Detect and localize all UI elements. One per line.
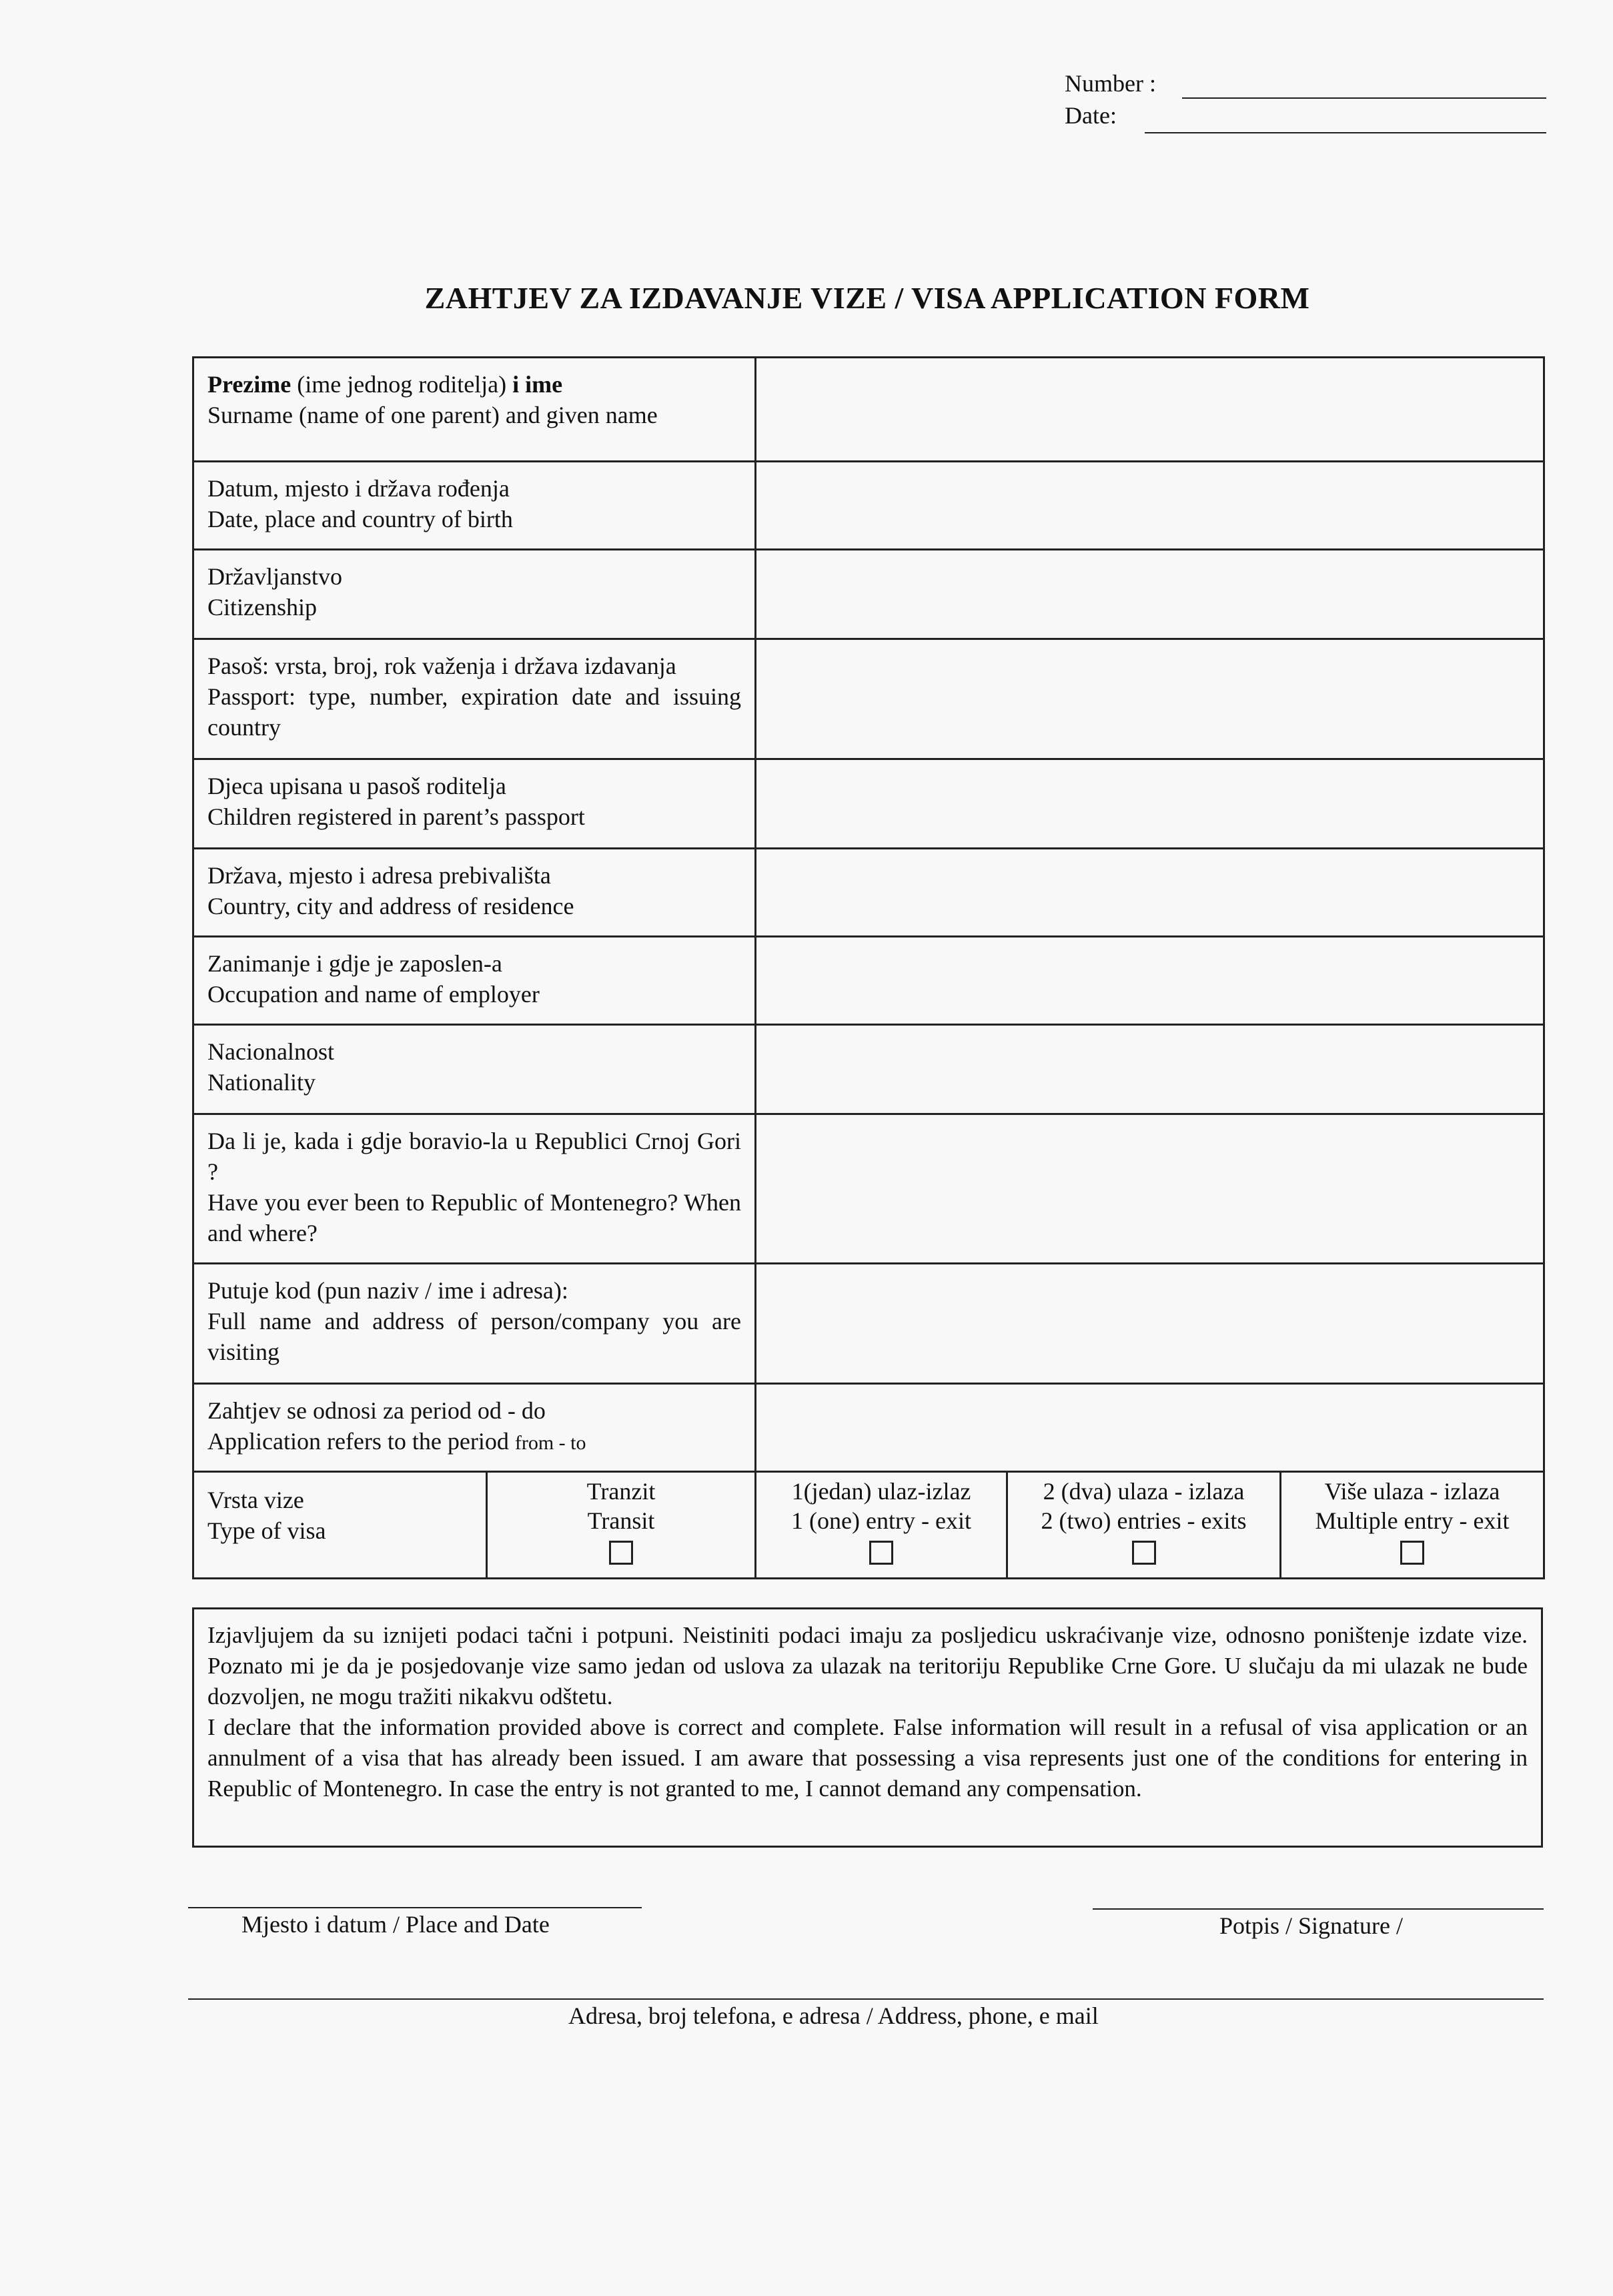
form-row-citizenship — [193, 550, 1544, 639]
field-label-nationality: Nacionalnost Nationality — [193, 1025, 756, 1114]
nationality-input-cell[interactable] — [756, 1025, 1544, 1114]
visa-option-single-entry: 1(jedan) ulaz-izlaz 1 (one) entry - exit — [756, 1472, 1007, 1579]
multiple-entry-checkbox[interactable] — [1400, 1541, 1424, 1565]
name-input-cell[interactable] — [756, 358, 1544, 462]
passport-input-cell[interactable] — [756, 639, 1544, 759]
form-row-nationality — [193, 1025, 1544, 1114]
declaration-local: Izjavljujem da su iznijeti podaci tačni i potpuni. Neistiniti podaci imaju za posljedicu uskraćivanje vize, odnosno poništenje izdate vize. Poznato mi je da je posjedovanje vize samo jedan od uslova za ulazak na teritoriju Republike Crne Gore. U slučaju da mi ulazak ne bude dozvoljen, ne mogu tražiti nikakvu odštetu. — [207, 1622, 1528, 1709]
form-row-host — [193, 1264, 1544, 1384]
declaration-english: I declare that the information provided above is correct and complete. False information will result in a refusal of visa application or an annulment of a visa that has already been issued. I am aware that possessing a visa represents just one of the conditions for entering in Republic of Montenegro. In case the entry is not granted to me, I cannot demand any compensation. — [207, 1714, 1528, 1802]
host-input-cell[interactable] — [756, 1264, 1544, 1384]
period-input-cell[interactable] — [756, 1384, 1544, 1472]
children-input-cell[interactable] — [756, 759, 1544, 849]
single-entry-checkbox[interactable] — [869, 1541, 893, 1565]
date-field[interactable] — [1145, 132, 1546, 133]
field-label-host: Putuje kod (pun naziv / ime i adresa): Full name and address of person/company you are visiting — [193, 1264, 756, 1384]
visa-option-multiple-entry: Više ulaza - izlaza Multiple entry - exit — [1281, 1472, 1544, 1579]
field-label-children: Djeca upisana u pasoš roditelja Children registered in parent’s passport — [193, 759, 756, 849]
citizenship-input-cell[interactable] — [756, 550, 1544, 639]
contact-line[interactable] — [188, 1998, 1544, 2000]
form-title: ZAHTJEV ZA IZDAVANJE VIZE / VISA APPLICATION FORM — [424, 281, 1310, 315]
transit-checkbox[interactable] — [609, 1541, 633, 1565]
field-label-previous-visit: Da li je, kada i gdje boravio-la u Republici Crnoj Gori ? Have you ever been to Republic of Montenegro? When and where? — [193, 1114, 756, 1264]
occupation-input-cell[interactable] — [756, 937, 1544, 1025]
form-row-period — [193, 1384, 1544, 1472]
field-label-period: Zahtjev se odnosi za period od - do Application refers to the period from - to — [193, 1384, 756, 1472]
visa-option-double-entry: 2 (dva) ulaza - izlaza 2 (two) entries - exits — [1007, 1472, 1281, 1579]
residence-input-cell[interactable] — [756, 849, 1544, 937]
form-row-birth — [193, 462, 1544, 550]
date-label: Date: — [1065, 102, 1117, 129]
form-row-passport — [193, 639, 1544, 759]
form-row-visa-type — [193, 1472, 1544, 1579]
declaration-box — [192, 1607, 1543, 1848]
birth-input-cell[interactable] — [756, 462, 1544, 550]
contact-label: Adresa, broj telefona, e adresa / Address, phone, e mail — [568, 2002, 1099, 2029]
form-row-previous-visit — [193, 1114, 1544, 1264]
form-row-children — [193, 759, 1544, 849]
form-row-occupation — [193, 937, 1544, 1025]
place-date-label: Mjesto i datum / Place and Date — [241, 1911, 550, 1938]
field-label-occupation: Zanimanje i gdje je zaposlen-a Occupation and name of employer — [193, 937, 756, 1025]
field-label-passport: Pasoš: vrsta, broj, rok važenja i država izdavanja Passport: type, number, expiration date and issuing country — [193, 639, 756, 759]
visa-type-label: Vrsta vize Type of visa — [193, 1472, 487, 1579]
previous-visit-input-cell[interactable] — [756, 1114, 1544, 1264]
number-field[interactable] — [1182, 97, 1546, 99]
form-row-name — [193, 358, 1544, 462]
visa-option-transit: Tranzit Transit — [487, 1472, 756, 1579]
field-label-birth: Datum, mjesto i država rođenja Date, place and country of birth — [193, 462, 756, 550]
signature-line[interactable] — [1093, 1908, 1544, 1910]
double-entry-checkbox[interactable] — [1132, 1541, 1156, 1565]
field-label-citizenship: Državljanstvo Citizenship — [193, 550, 756, 639]
application-form-table — [192, 356, 1545, 1579]
signature-label: Potpis / Signature / — [1219, 1912, 1404, 1939]
number-label: Number : — [1065, 70, 1156, 97]
form-row-residence — [193, 849, 1544, 937]
place-date-line[interactable] — [188, 1907, 642, 1908]
field-label-residence: Država, mjesto i adresa prebivališta Country, city and address of residence — [193, 849, 756, 937]
field-label-name: Prezime (ime jednog roditelja) i ime Surname (name of one parent) and given name — [193, 358, 756, 462]
